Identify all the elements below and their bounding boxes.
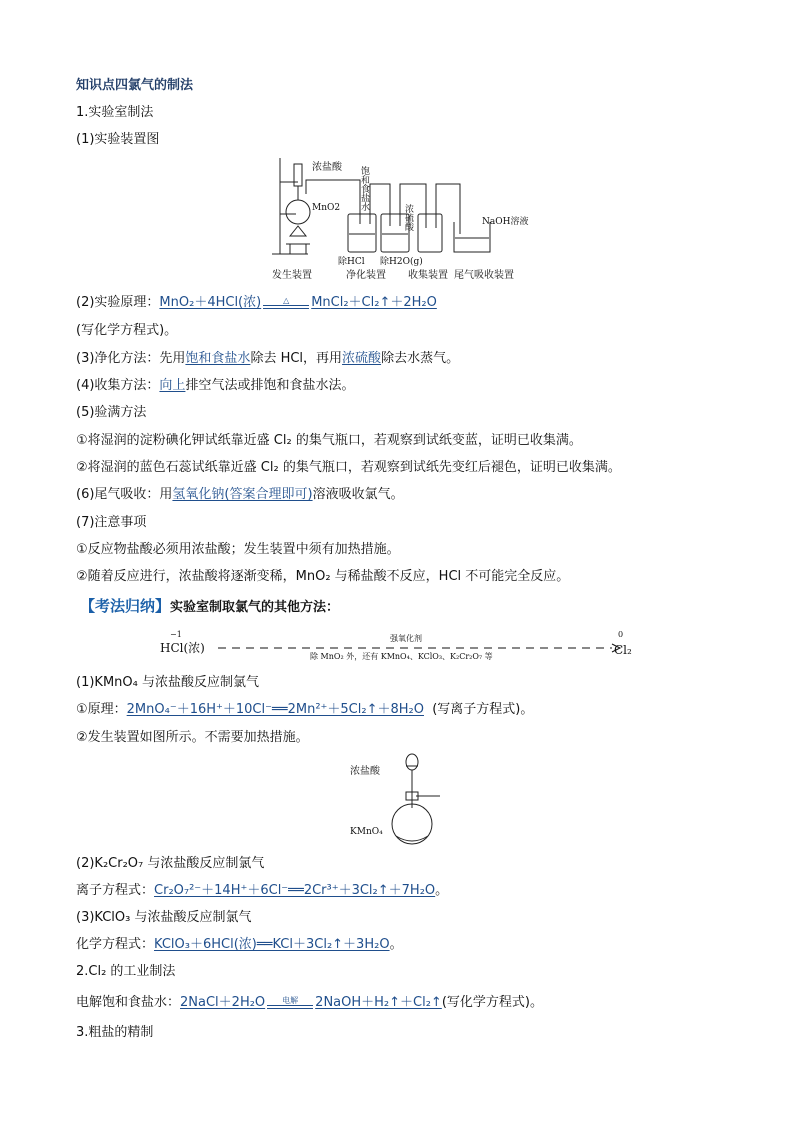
tail-gas-text-2: 溶液吸收氯气。 [312,487,404,502]
kmno4-principle-note: (写离子方程式)。 [432,702,534,717]
note-2: ②随着反应进行，浓盐酸将逐渐变稀，MnO₂ 与稀盐酸不反应，HCl 不可能完全反应。 [76,569,570,584]
method-summary [80,597,339,617]
scheme-right: Cl₂ [614,643,632,657]
scheme-left: HCl(浓) [160,641,205,655]
method-summary-tag: 【考法归纳】 [80,597,171,615]
heading-lab-method: 1.实验室制法 [76,105,154,120]
purification-line [76,350,459,368]
heading-apparatus: (1)实验装置图 [76,132,160,147]
note-1: ①反应物盐酸必须用浓盐酸；发生装置中须有加热措施。 [76,542,400,557]
electrolysis-rhs: 2NaOH＋H₂↑＋Cl₂↑ [315,995,442,1010]
answer-kclo3-equation: KClO₃＋6HCl(浓)══KCl＋3Cl₂↑＋3H₂O [154,937,390,952]
heat-symbol: △ [283,296,290,305]
electrolysis-lhs: 2NaCl＋2H₂O [180,995,266,1010]
full-check-1: ①将湿润的淀粉碘化钾试纸靠近盛 Cl₂ 的集气瓶口，若观察到试纸变蓝，证明已收集满。 [76,433,582,448]
electrolysis-line [76,994,543,1012]
method-summary-text: 实验室制取氯气的其他方法： [170,600,340,615]
kclo3-equation [76,936,403,954]
collection-text-1: (4)收集方法： [76,378,160,393]
label-mno2: MnO2 [312,203,341,213]
salt-refining-heading: 3.粗盐的精制 [76,1025,154,1040]
collection-line [76,377,354,395]
label-remove-hcl: 除HCl [338,257,365,267]
label-brine: 饱和食盐水 [359,166,369,211]
tail-gas-text-1: (6)尾气吸收：用 [76,487,173,502]
k2cr2o7-heading: (2)K₂Cr₂O₇ 与浓盐酸反应制氯气 [76,856,265,871]
purification-text-2: 除去 HCl，再用 [250,351,343,366]
oxidation-scheme [160,628,634,664]
principle-note: (写化学方程式)。 [76,323,178,338]
answer-k2cr2o7-ionic: Cr₂O₇²⁻＋14H⁺＋6Cl⁻══2Cr³⁺＋3Cl₂↑＋7H₂O [154,883,436,898]
caption-purification: 净化装置 [346,270,386,281]
answer-h2so4: 浓硫酸 [342,351,382,366]
label-conc-hcl: 浓盐酸 [312,162,342,173]
notes-heading: (7)注意事项 [76,515,147,530]
kmno4-principle [76,701,533,719]
caption-collection: 收集装置 [408,270,448,281]
section-title: 知识点四氯气的制法 [76,78,194,93]
tail-gas-line [76,486,404,504]
collection-text-2: 排空气法或排饱和食盐水法。 [185,378,355,393]
scheme-top: 强氧化剂 [390,634,422,643]
kmno4-principle-prefix: ①原理： [76,702,127,717]
k2cr2o7-prefix: 离子方程式： [76,883,155,898]
electrolysis-condition [267,996,313,1009]
apparatus-figure [268,154,530,284]
electrolysis-label: 电解 [282,996,299,1005]
heat-condition [263,296,309,309]
answer-brine: 饱和食盐水 [185,351,251,366]
ox-state-left: −1 [170,630,182,639]
full-check-heading: (5)验满方法 [76,405,147,420]
electrolysis-note: (写化学方程式)。 [441,995,543,1010]
kclo3-heading: (3)KClO₃ 与浓盐酸反应制氯气 [76,910,252,925]
answer-kmno4-ionic: 2MnO₄⁻＋16H⁺＋10Cl⁻══2Mn²⁺＋5Cl₂↑＋8H₂O [126,702,424,717]
caption-tail-gas: 尾气吸收装置 [454,270,514,281]
k2cr2o7-equation [76,882,448,900]
answer-naoh: 氢氧化钠(答案合理即可) [172,487,313,502]
full-check-2: ②将湿润的蓝色石蕊试纸靠近盛 Cl₂ 的集气瓶口，若观察到试纸先变红后褪色，证明已收集满。 [76,460,621,475]
kclo3-prefix: 化学方程式： [76,937,155,952]
ox-state-right: 0 [618,630,624,639]
label-conc-h2so4: 浓硫酸 [403,204,413,231]
principle-lhs: MnO₂＋4HCl(浓) [159,295,262,310]
kmno4-heading: (1)KMnO₄ 与浓盐酸反应制氯气 [76,675,259,690]
purification-text-1: (3)净化方法：先用 [76,351,186,366]
scheme-bottom: 除 MnO₂ 外，还有 KMnO₄、KClO₃、K₂Cr₂O₇ 等 [310,652,493,661]
industrial-heading: 2.Cl₂ 的工业制法 [76,964,176,979]
label-conc-hcl-2: 浓盐酸 [350,766,380,777]
answer-upward: 向上 [159,378,186,393]
purification-text-3: 除去水蒸气。 [381,351,460,366]
kmno4-setup-note: ②发生装置如图所示。不需要加热措施。 [76,730,309,745]
electrolysis-prefix: 电解饱和食盐水： [76,995,181,1010]
kclo3-suffix: 。 [389,937,403,952]
caption-generation: 发生装置 [272,270,312,281]
principle-rhs: MnCl₂＋Cl₂↑＋2H₂O [311,295,437,310]
kmno4-apparatus-figure [350,752,450,852]
label-remove-water: 除H2O(g) [380,257,423,267]
principle-prefix: (2)实验原理： [76,295,160,310]
principle-line [76,294,437,312]
label-kmno4: KMnO₄ [350,827,383,837]
k2cr2o7-suffix: 。 [435,883,449,898]
label-naoh: NaOH溶液 [482,217,529,227]
